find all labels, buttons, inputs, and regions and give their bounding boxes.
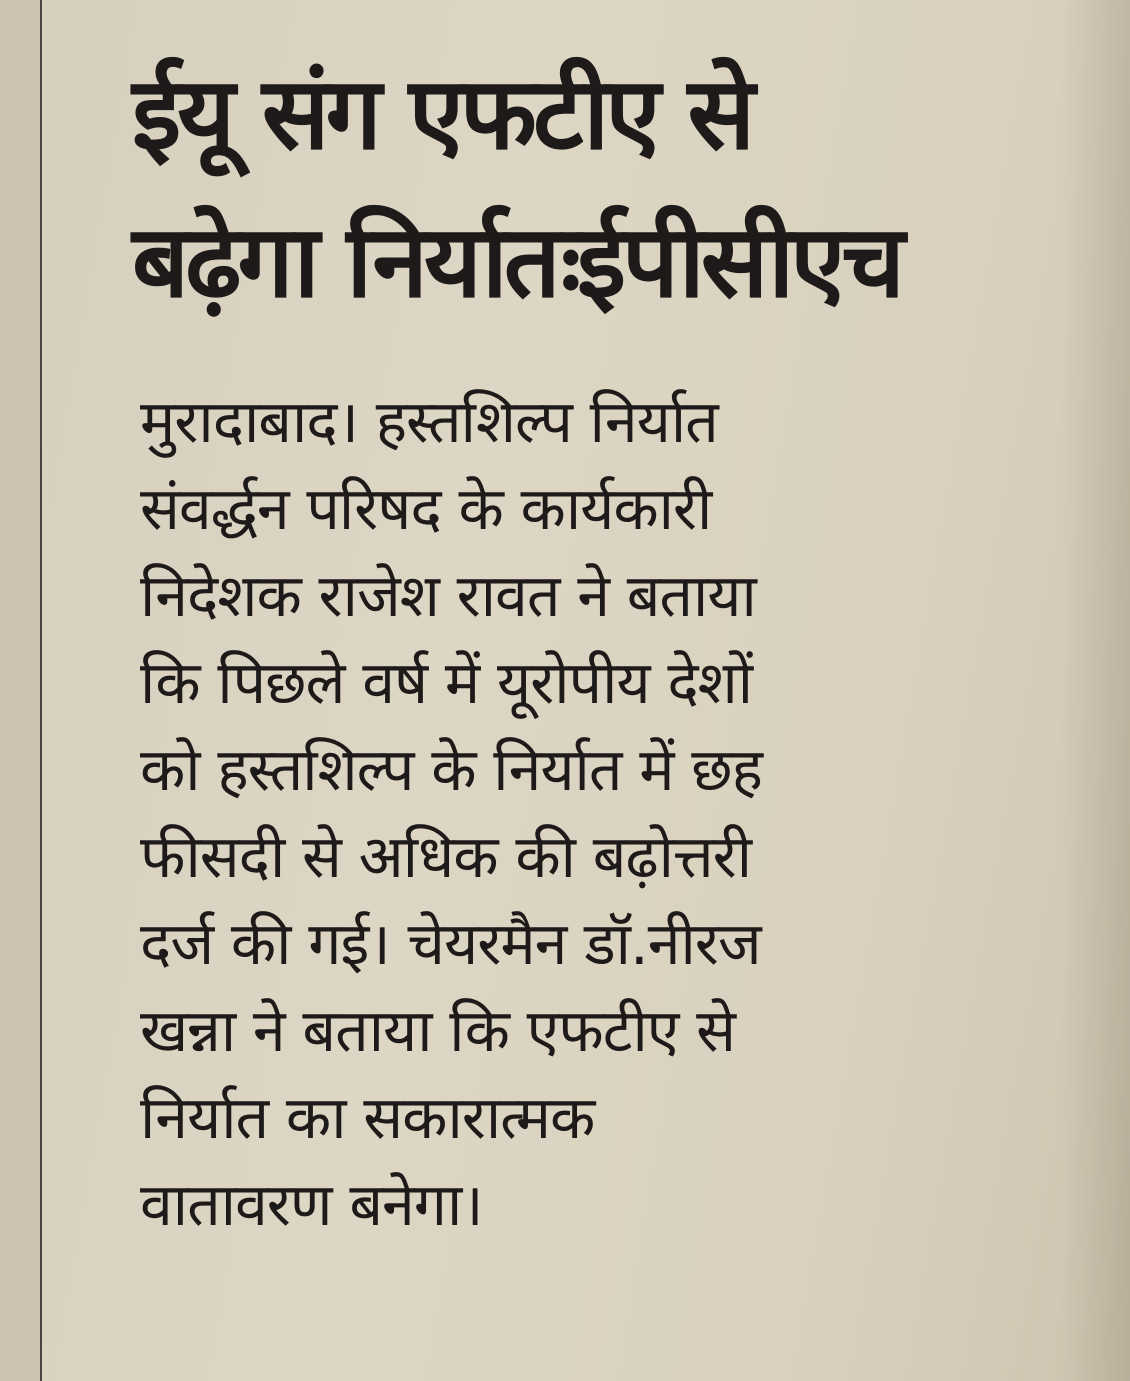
adjacent-column-margin [0, 0, 40, 1381]
body-line-4: कि पिछले वर्ष में यूरोपीय देशों [140, 648, 753, 717]
body-line-8: खन्ना ने बताया कि एफटीए से [140, 996, 736, 1065]
body-line-10: वातावरण बनेगा। [140, 1170, 483, 1239]
article-body [140, 378, 1052, 1248]
body-line-6: फीसदी से अधिक की बढ़ोत्तरी [140, 822, 752, 891]
body-line-9: निर्यात का सकारात्मक [140, 1083, 595, 1152]
body-line-3: निदेशक राजेश रावत ने बताया [140, 561, 756, 630]
article-headline [132, 40, 1052, 336]
news-article [132, 40, 1052, 1248]
headline-line-1: ईयू संग एफटीए से [132, 55, 752, 172]
column-divider-rule [40, 0, 42, 1381]
body-line-1: मुरादाबाद। हस्तशिल्प निर्यात [140, 387, 718, 456]
headline-line-2: बढ़ेगा निर्यातःईपीसीएच [132, 203, 902, 320]
page-edge-shadow [1060, 0, 1130, 1381]
body-line-7: दर्ज की गई। चेयरमैन डॉ.नीरज [140, 909, 761, 978]
body-line-5: को हस्तशिल्प के निर्यात में छह [140, 735, 762, 804]
body-line-2: संवर्द्धन परिषद के कार्यकारी [140, 474, 712, 543]
